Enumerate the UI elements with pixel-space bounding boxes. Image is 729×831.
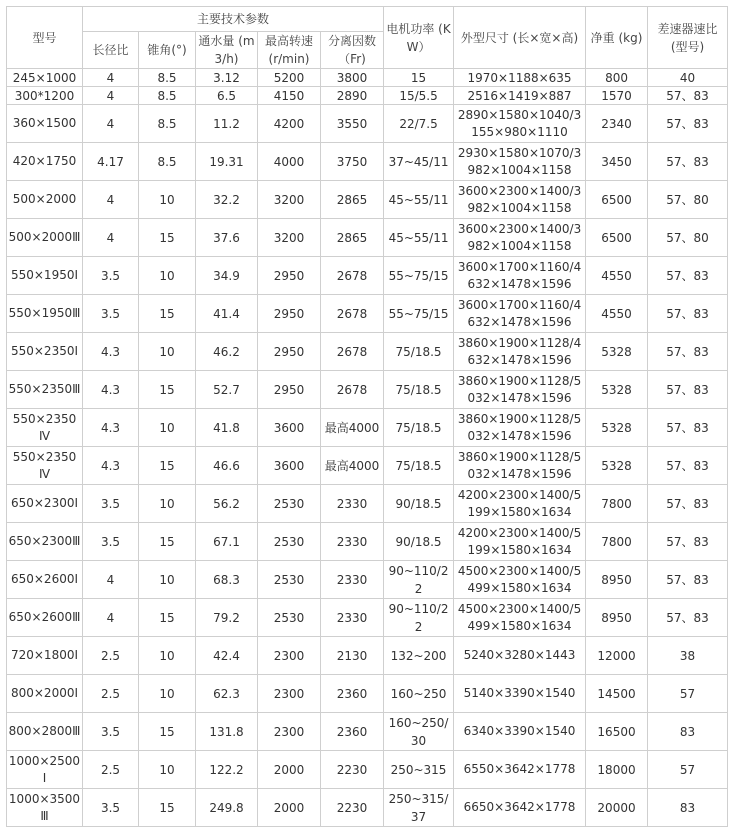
- cell-max-speed: 3200: [258, 181, 321, 219]
- cell-motor: 250~315: [384, 751, 454, 789]
- cell-max-speed: 2000: [258, 751, 321, 789]
- cell-capacity: 11.2: [196, 105, 258, 143]
- cell-capacity: 79.2: [196, 599, 258, 637]
- cell-separation: 2678: [321, 295, 384, 333]
- cell-weight: 4550: [586, 295, 648, 333]
- cell-capacity: 67.1: [196, 523, 258, 561]
- cell-gearbox: 57: [648, 675, 728, 713]
- cell-max-speed: 4150: [258, 87, 321, 105]
- cell-capacity: 19.31: [196, 143, 258, 181]
- cell-motor: 37~45/11: [384, 143, 454, 181]
- cell-max-speed: 5200: [258, 69, 321, 87]
- cell-gearbox: 57、83: [648, 447, 728, 485]
- table-row: [7, 789, 728, 827]
- cell-max-speed: 2300: [258, 675, 321, 713]
- cell-capacity: 32.2: [196, 181, 258, 219]
- table-row: [7, 69, 728, 87]
- cell-capacity: 46.2: [196, 333, 258, 371]
- cell-cone-angle: 8.5: [139, 143, 196, 181]
- cell-dimensions: 2890×1580×1040/3155×980×1110: [454, 105, 586, 143]
- cell-ratio: 4: [83, 561, 139, 599]
- cell-dimensions: 1970×1188×635: [454, 69, 586, 87]
- cell-weight: 7800: [586, 523, 648, 561]
- cell-separation: 3750: [321, 143, 384, 181]
- cell-cone-angle: 10: [139, 561, 196, 599]
- cell-ratio: 4: [83, 219, 139, 257]
- cell-separation: 2330: [321, 599, 384, 637]
- cell-cone-angle: 8.5: [139, 69, 196, 87]
- cell-capacity: 6.5: [196, 87, 258, 105]
- cell-weight: 8950: [586, 561, 648, 599]
- cell-weight: 7800: [586, 485, 648, 523]
- cell-ratio: 4: [83, 105, 139, 143]
- cell-dimensions: 3860×1900×1128/5032×1478×1596: [454, 371, 586, 409]
- cell-separation: 3800: [321, 69, 384, 87]
- cell-capacity: 42.4: [196, 637, 258, 675]
- cell-max-speed: 2950: [258, 295, 321, 333]
- table-row: [7, 485, 728, 523]
- header-max-speed: 最高转速 (r/min): [258, 32, 321, 69]
- cell-max-speed: 2530: [258, 561, 321, 599]
- cell-ratio: 3.5: [83, 789, 139, 827]
- header-separation: 分离因数 （Fr): [321, 32, 384, 69]
- cell-dimensions: 3860×1900×1128/4632×1478×1596: [454, 333, 586, 371]
- cell-capacity: 68.3: [196, 561, 258, 599]
- spec-table: [6, 6, 728, 827]
- cell-motor: 22/7.5: [384, 105, 454, 143]
- table-row: [7, 675, 728, 713]
- cell-max-speed: 3600: [258, 447, 321, 485]
- cell-model: 550×2350Ⅲ: [7, 371, 83, 409]
- cell-separation: 2360: [321, 675, 384, 713]
- cell-cone-angle: 15: [139, 295, 196, 333]
- cell-motor: 132~200: [384, 637, 454, 675]
- cell-weight: 16500: [586, 713, 648, 751]
- table-row: [7, 637, 728, 675]
- cell-capacity: 56.2: [196, 485, 258, 523]
- cell-model: 1000×3500Ⅲ: [7, 789, 83, 827]
- cell-motor: 75/18.5: [384, 371, 454, 409]
- cell-weight: 14500: [586, 675, 648, 713]
- header-capacity: 通水量 (m3/h): [196, 32, 258, 69]
- table-row: [7, 751, 728, 789]
- cell-separation: 2865: [321, 219, 384, 257]
- table-row: [7, 523, 728, 561]
- cell-weight: 5328: [586, 409, 648, 447]
- cell-max-speed: 3600: [258, 409, 321, 447]
- cell-max-speed: 2300: [258, 713, 321, 751]
- cell-ratio: 3.5: [83, 485, 139, 523]
- cell-weight: 3450: [586, 143, 648, 181]
- cell-capacity: 46.6: [196, 447, 258, 485]
- cell-max-speed: 2950: [258, 371, 321, 409]
- cell-model: 720×1800Ⅰ: [7, 637, 83, 675]
- cell-ratio: 4.3: [83, 333, 139, 371]
- cell-gearbox: 57、83: [648, 105, 728, 143]
- cell-model: 550×1950Ⅰ: [7, 257, 83, 295]
- cell-cone-angle: 10: [139, 181, 196, 219]
- cell-gearbox: 57、83: [648, 409, 728, 447]
- cell-ratio: 2.5: [83, 637, 139, 675]
- cell-motor: 45~55/11: [384, 181, 454, 219]
- cell-capacity: 249.8: [196, 789, 258, 827]
- cell-cone-angle: 15: [139, 599, 196, 637]
- header-main-params: 主要技术参数: [83, 7, 384, 32]
- cell-cone-angle: 10: [139, 675, 196, 713]
- cell-motor: 75/18.5: [384, 333, 454, 371]
- cell-separation: 2330: [321, 561, 384, 599]
- cell-dimensions: 3600×2300×1400/3982×1004×1158: [454, 219, 586, 257]
- cell-max-speed: 2530: [258, 485, 321, 523]
- cell-gearbox: 83: [648, 789, 728, 827]
- cell-cone-angle: 15: [139, 789, 196, 827]
- cell-model: 550×2350Ⅳ: [7, 409, 83, 447]
- cell-model: 650×2600Ⅲ: [7, 599, 83, 637]
- table-row: [7, 219, 728, 257]
- table-body: [7, 69, 728, 827]
- cell-ratio: 4: [83, 87, 139, 105]
- cell-dimensions: 4200×2300×1400/5199×1580×1634: [454, 523, 586, 561]
- cell-weight: 20000: [586, 789, 648, 827]
- cell-ratio: 4.3: [83, 371, 139, 409]
- cell-capacity: 3.12: [196, 69, 258, 87]
- cell-motor: 90/18.5: [384, 523, 454, 561]
- cell-ratio: 2.5: [83, 675, 139, 713]
- cell-cone-angle: 10: [139, 257, 196, 295]
- cell-weight: 2340: [586, 105, 648, 143]
- cell-motor: 55~75/15: [384, 295, 454, 333]
- cell-cone-angle: 15: [139, 447, 196, 485]
- header-ratio: 长径比: [83, 32, 139, 69]
- cell-dimensions: 2930×1580×1070/3982×1004×1158: [454, 143, 586, 181]
- cell-gearbox: 57、83: [648, 333, 728, 371]
- cell-weight: 6500: [586, 219, 648, 257]
- table-header: [7, 7, 728, 69]
- cell-gearbox: 57、83: [648, 295, 728, 333]
- table-row: [7, 143, 728, 181]
- cell-model: 800×2800Ⅲ: [7, 713, 83, 751]
- cell-ratio: 2.5: [83, 751, 139, 789]
- cell-model: 300*1200: [7, 87, 83, 105]
- table-row: [7, 257, 728, 295]
- cell-separation: 2130: [321, 637, 384, 675]
- cell-motor: 160~250: [384, 675, 454, 713]
- cell-weight: 5328: [586, 333, 648, 371]
- cell-dimensions: 3860×1900×1128/5032×1478×1596: [454, 447, 586, 485]
- table-row: [7, 599, 728, 637]
- cell-motor: 160~250/30: [384, 713, 454, 751]
- cell-weight: 8950: [586, 599, 648, 637]
- cell-cone-angle: 15: [139, 523, 196, 561]
- cell-separation: 2678: [321, 257, 384, 295]
- cell-weight: 1570: [586, 87, 648, 105]
- table-row: [7, 371, 728, 409]
- cell-weight: 4550: [586, 257, 648, 295]
- cell-dimensions: 4200×2300×1400/5199×1580×1634: [454, 485, 586, 523]
- cell-motor: 75/18.5: [384, 447, 454, 485]
- cell-separation: 2678: [321, 371, 384, 409]
- header-weight: 净重 (kg): [586, 7, 648, 69]
- cell-gearbox: 40: [648, 69, 728, 87]
- cell-dimensions: 4500×2300×1400/5499×1580×1634: [454, 561, 586, 599]
- cell-dimensions: 6650×3642×1778: [454, 789, 586, 827]
- cell-gearbox: 57、83: [648, 257, 728, 295]
- cell-gearbox: 57: [648, 751, 728, 789]
- cell-separation: 2865: [321, 181, 384, 219]
- cell-dimensions: 3860×1900×1128/5032×1478×1596: [454, 409, 586, 447]
- table-row: [7, 105, 728, 143]
- cell-cone-angle: 15: [139, 219, 196, 257]
- cell-separation: 2678: [321, 333, 384, 371]
- cell-motor: 15: [384, 69, 454, 87]
- cell-separation: 2330: [321, 485, 384, 523]
- table-row: [7, 87, 728, 105]
- cell-model: 650×2300Ⅰ: [7, 485, 83, 523]
- cell-dimensions: 6550×3642×1778: [454, 751, 586, 789]
- cell-max-speed: 2950: [258, 333, 321, 371]
- cell-weight: 800: [586, 69, 648, 87]
- cell-model: 550×1950Ⅲ: [7, 295, 83, 333]
- cell-model: 650×2300Ⅲ: [7, 523, 83, 561]
- cell-capacity: 34.9: [196, 257, 258, 295]
- cell-cone-angle: 15: [139, 371, 196, 409]
- table-row: [7, 561, 728, 599]
- cell-model: 500×2000Ⅲ: [7, 219, 83, 257]
- cell-dimensions: 4500×2300×1400/5499×1580×1634: [454, 599, 586, 637]
- cell-capacity: 37.6: [196, 219, 258, 257]
- header-motor: 电机功率 (KW）: [384, 7, 454, 69]
- cell-cone-angle: 10: [139, 333, 196, 371]
- cell-dimensions: 3600×1700×1160/4632×1478×1596: [454, 295, 586, 333]
- table-row: [7, 181, 728, 219]
- cell-cone-angle: 10: [139, 485, 196, 523]
- cell-weight: 6500: [586, 181, 648, 219]
- cell-weight: 12000: [586, 637, 648, 675]
- cell-weight: 18000: [586, 751, 648, 789]
- cell-capacity: 52.7: [196, 371, 258, 409]
- cell-model: 1000×2500Ⅰ: [7, 751, 83, 789]
- header-gearbox: 差速器速比 (型号): [648, 7, 728, 69]
- cell-gearbox: 57、80: [648, 181, 728, 219]
- cell-cone-angle: 8.5: [139, 105, 196, 143]
- header-cone-angle: 锥角(°): [139, 32, 196, 69]
- cell-motor: 15/5.5: [384, 87, 454, 105]
- table-row: [7, 333, 728, 371]
- cell-max-speed: 3200: [258, 219, 321, 257]
- cell-gearbox: 57、83: [648, 87, 728, 105]
- cell-separation: 最高4000: [321, 409, 384, 447]
- cell-motor: 75/18.5: [384, 409, 454, 447]
- cell-gearbox: 57、83: [648, 485, 728, 523]
- cell-dimensions: 6340×3390×1540: [454, 713, 586, 751]
- cell-capacity: 41.8: [196, 409, 258, 447]
- cell-ratio: 4.17: [83, 143, 139, 181]
- cell-capacity: 122.2: [196, 751, 258, 789]
- cell-gearbox: 57、83: [648, 371, 728, 409]
- cell-ratio: 4.3: [83, 409, 139, 447]
- cell-gearbox: 57、83: [648, 523, 728, 561]
- cell-max-speed: 2000: [258, 789, 321, 827]
- cell-separation: 最高4000: [321, 447, 384, 485]
- cell-separation: 2230: [321, 789, 384, 827]
- cell-weight: 5328: [586, 447, 648, 485]
- cell-model: 420×1750: [7, 143, 83, 181]
- cell-separation: 3550: [321, 105, 384, 143]
- cell-dimensions: 3600×2300×1400/3982×1004×1158: [454, 181, 586, 219]
- cell-max-speed: 2530: [258, 599, 321, 637]
- cell-ratio: 3.5: [83, 523, 139, 561]
- cell-ratio: 3.5: [83, 257, 139, 295]
- cell-gearbox: 83: [648, 713, 728, 751]
- cell-model: 500×2000: [7, 181, 83, 219]
- cell-cone-angle: 10: [139, 751, 196, 789]
- cell-separation: 2890: [321, 87, 384, 105]
- cell-model: 245×1000: [7, 69, 83, 87]
- cell-gearbox: 57、83: [648, 561, 728, 599]
- cell-weight: 5328: [586, 371, 648, 409]
- cell-max-speed: 4200: [258, 105, 321, 143]
- cell-ratio: 3.5: [83, 295, 139, 333]
- table-row: [7, 409, 728, 447]
- cell-motor: 90~110/22: [384, 561, 454, 599]
- cell-ratio: 3.5: [83, 713, 139, 751]
- cell-motor: 90~110/22: [384, 599, 454, 637]
- cell-max-speed: 2530: [258, 523, 321, 561]
- cell-gearbox: 57、83: [648, 143, 728, 181]
- cell-cone-angle: 10: [139, 637, 196, 675]
- table-row: [7, 295, 728, 333]
- cell-max-speed: 2950: [258, 257, 321, 295]
- cell-dimensions: 3600×1700×1160/4632×1478×1596: [454, 257, 586, 295]
- table-row: [7, 713, 728, 751]
- header-dimensions: 外型尺寸 (长×宽×高): [454, 7, 586, 69]
- cell-gearbox: 57、80: [648, 219, 728, 257]
- cell-model: 360×1500: [7, 105, 83, 143]
- cell-model: 550×2350Ⅰ: [7, 333, 83, 371]
- cell-ratio: 4: [83, 181, 139, 219]
- cell-dimensions: 5240×3280×1443: [454, 637, 586, 675]
- cell-model: 550×2350Ⅳ: [7, 447, 83, 485]
- cell-ratio: 4: [83, 69, 139, 87]
- cell-max-speed: 2300: [258, 637, 321, 675]
- cell-capacity: 41.4: [196, 295, 258, 333]
- cell-separation: 2360: [321, 713, 384, 751]
- cell-capacity: 131.8: [196, 713, 258, 751]
- cell-model: 800×2000Ⅰ: [7, 675, 83, 713]
- cell-capacity: 62.3: [196, 675, 258, 713]
- cell-motor: 55~75/15: [384, 257, 454, 295]
- cell-gearbox: 38: [648, 637, 728, 675]
- table-row: [7, 447, 728, 485]
- cell-gearbox: 57、83: [648, 599, 728, 637]
- cell-separation: 2230: [321, 751, 384, 789]
- header-model: 型号: [7, 7, 83, 69]
- cell-ratio: 4: [83, 599, 139, 637]
- cell-dimensions: 5140×3390×1540: [454, 675, 586, 713]
- cell-motor: 90/18.5: [384, 485, 454, 523]
- cell-model: 650×2600Ⅰ: [7, 561, 83, 599]
- cell-separation: 2330: [321, 523, 384, 561]
- cell-max-speed: 4000: [258, 143, 321, 181]
- cell-cone-angle: 10: [139, 409, 196, 447]
- cell-ratio: 4.3: [83, 447, 139, 485]
- cell-cone-angle: 8.5: [139, 87, 196, 105]
- cell-motor: 45~55/11: [384, 219, 454, 257]
- cell-cone-angle: 15: [139, 713, 196, 751]
- cell-dimensions: 2516×1419×887: [454, 87, 586, 105]
- cell-motor: 250~315/37: [384, 789, 454, 827]
